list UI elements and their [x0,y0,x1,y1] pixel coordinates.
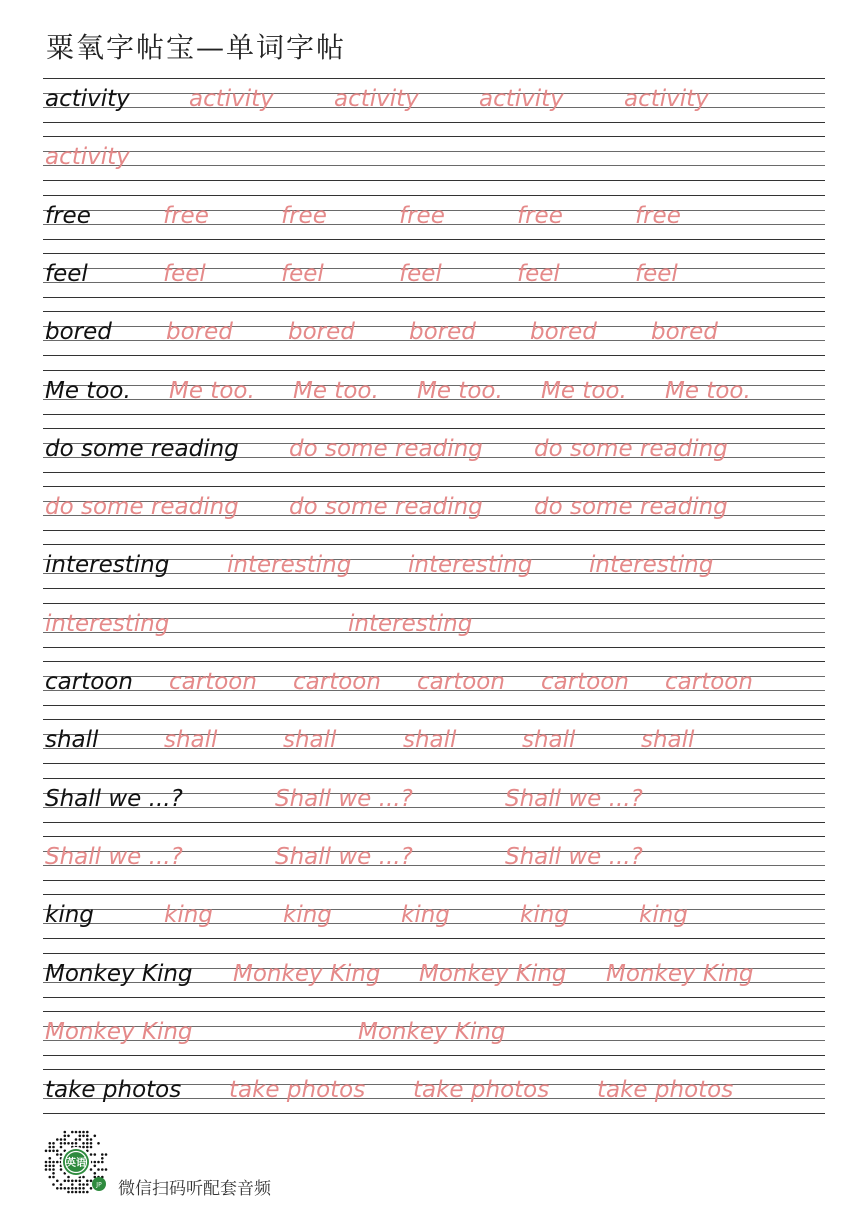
trace-word: Monkey King [606,961,754,987]
qr-dot [52,1142,55,1145]
qr-dot [45,1168,48,1171]
trace-word: cartoon [665,669,753,695]
ruled-line [43,778,825,779]
qr-dot [67,1176,70,1179]
qr-dot [52,1172,55,1175]
qr-dot [79,1131,82,1134]
qr-dot [71,1191,74,1194]
qr-dot [49,1142,52,1145]
qr-dot [97,1168,100,1171]
trace-word: interesting [348,611,473,637]
practice-row [43,195,825,253]
qr-dot [79,1187,82,1190]
trace-word: free [281,203,327,229]
qr-dot [82,1146,85,1149]
qr-dot [71,1187,74,1190]
ruled-line [43,647,825,648]
ruled-line [43,355,825,356]
qr-dot [64,1142,67,1145]
trace-word: activity [334,86,419,112]
qr-dot [67,1142,70,1145]
practice-row [43,136,825,194]
practice-row [43,311,825,369]
qr-dot [79,1138,82,1141]
trace-word: take photos [597,1077,734,1103]
qr-dot [56,1187,59,1190]
ruled-line [43,894,825,895]
qr-dot [49,1146,52,1149]
trace-word: king [401,902,450,928]
qr-dot [79,1135,82,1138]
qr-dot [90,1146,93,1149]
qr-dot [86,1131,89,1134]
qr-dot [45,1161,48,1164]
trace-word: Me too. [293,378,379,404]
qr-dot [49,1161,52,1164]
qr-dot [90,1138,93,1141]
ruled-line [43,705,825,706]
trace-word: Shall we ...? [275,844,413,870]
trace-word: take photos [413,1077,550,1103]
qr-dot [86,1146,89,1149]
qr-dot [52,1161,55,1164]
trace-word: interesting [227,552,352,578]
practice-row [43,1069,825,1127]
ruled-line [43,195,825,196]
qr-dot [82,1176,85,1179]
qr-dot [60,1142,63,1145]
qr-dot [52,1150,55,1153]
ruled-line [43,938,825,939]
qr-dot [67,1135,70,1138]
trace-word: bored [651,319,718,345]
trace-word: bored [166,319,233,345]
trace-word: do some reading [289,494,483,520]
trace-word: shall [283,727,337,753]
qr-code-icon[interactable] [42,1128,110,1196]
qr-dot [75,1138,78,1141]
qr-dot [82,1131,85,1134]
trace-word: shall [641,727,695,753]
qr-dot [94,1135,97,1138]
qr-dot [105,1153,108,1156]
ruled-line [43,239,825,240]
trace-word: feel [281,261,324,287]
qr-dot [52,1146,55,1149]
qr-dot [86,1183,89,1186]
trace-word: bored [530,319,597,345]
trace-word: do some reading [534,494,728,520]
trace-word: activity [479,86,564,112]
ruled-line [43,763,825,764]
qr-dot [86,1191,89,1194]
qr-dot [64,1138,67,1141]
qr-badge-text: 英语 [66,1158,86,1169]
practice-row [43,428,825,486]
qr-dot [56,1180,59,1183]
trace-word: free [399,203,445,229]
ruled-line [43,1113,825,1114]
trace-word: cartoon [169,669,257,695]
qr-dot [90,1168,93,1171]
trace-word: Me too. [541,378,627,404]
ruled-line [43,122,825,123]
qr-badge-dot-text: JP [96,1181,102,1189]
ruled-line [43,311,825,312]
qr-dot [90,1187,93,1190]
qr-dot [64,1180,67,1183]
trace-word: shall [522,727,576,753]
qr-dot [82,1187,85,1190]
qr-dot [94,1161,97,1164]
qr-dot [60,1168,63,1171]
qr-dot [60,1183,63,1186]
ruled-line [43,180,825,181]
model-word: feel [45,261,88,287]
qr-dot [71,1180,74,1183]
trace-word: cartoon [541,669,629,695]
qr-dot [79,1180,82,1183]
trace-word: Shall we ...? [275,786,413,812]
trace-word: take photos [229,1077,366,1103]
trace-word: activity [624,86,709,112]
trace-word: Me too. [169,378,255,404]
practice-row [43,78,825,136]
qr-dot [49,1150,52,1153]
trace-word: Shall we ...? [505,786,643,812]
qr-dot [60,1153,63,1156]
practice-row [43,661,825,719]
ruled-line [43,486,825,487]
qr-dot [60,1187,63,1190]
qr-dot [101,1153,104,1156]
qr-dot [52,1165,55,1168]
ruled-line [43,414,825,415]
qr-dot [67,1180,70,1183]
trace-word: shall [164,727,218,753]
qr-dot [105,1168,108,1171]
practice-row [43,603,825,661]
model-word: free [45,203,91,229]
practice-row [43,894,825,952]
trace-word: Monkey King [358,1019,506,1045]
ruled-line [43,544,825,545]
trace-word: cartoon [417,669,505,695]
ruled-line [43,603,825,604]
trace-word: interesting [45,611,170,637]
model-word: Me too. [45,378,131,404]
trace-word: feel [163,261,206,287]
trace-word: free [163,203,209,229]
trace-word: Monkey King [233,961,381,987]
trace-word: bored [409,319,476,345]
ruled-line [43,880,825,881]
qr-dot [86,1142,89,1145]
model-word: Shall we ...? [45,786,183,812]
qr-dot [86,1135,89,1138]
trace-word: king [164,902,213,928]
ruled-line [43,1055,825,1056]
ruled-line [43,253,825,254]
qr-dot [94,1165,97,1168]
trace-word: do some reading [289,436,483,462]
trace-word: free [517,203,563,229]
ruled-line [43,78,825,79]
qr-dot [60,1138,63,1141]
trace-word: Shall we ...? [45,844,183,870]
qr-dot [64,1135,67,1138]
qr-dot [90,1142,93,1145]
ruled-line [43,661,825,662]
qr-dot [49,1168,52,1171]
ruled-line [43,530,825,531]
qr-dot [97,1161,100,1164]
qr-dot [60,1146,63,1149]
trace-word: do some reading [45,494,239,520]
practice-row [43,486,825,544]
ruled-line [43,472,825,473]
qr-dot [75,1180,78,1183]
trace-word: activity [45,144,130,170]
trace-word: feel [517,261,560,287]
ruled-line [43,1069,825,1070]
qr-dot [90,1180,93,1183]
practice-row [43,778,825,836]
ruled-line [43,136,825,137]
model-word: do some reading [45,436,239,462]
trace-word: shall [403,727,457,753]
trace-word: king [639,902,688,928]
trace-word: feel [399,261,442,287]
qr-dot [75,1142,78,1145]
ruled-line [43,165,825,166]
qr-dot [52,1176,55,1179]
trace-word: free [635,203,681,229]
trace-word: Me too. [417,378,503,404]
qr-dot [67,1187,70,1190]
qr-dot [45,1150,48,1153]
qr-dot [94,1172,97,1175]
practice-row [43,253,825,311]
qr-dot [82,1183,85,1186]
qr-dot [75,1131,78,1134]
practice-row [43,544,825,602]
practice-row [43,1011,825,1069]
trace-word: king [520,902,569,928]
trace-word: interesting [589,552,714,578]
model-word: bored [45,319,112,345]
model-word: take photos [45,1077,182,1103]
model-word: Monkey King [45,961,193,987]
ruled-line [43,588,825,589]
model-word: interesting [45,552,170,578]
qr-dot [75,1191,78,1194]
qr-dot [56,1138,59,1141]
ruled-line [43,953,825,954]
trace-word: bored [288,319,355,345]
trace-word: activity [189,86,274,112]
qr-dot [79,1191,82,1194]
model-word: king [45,902,94,928]
qr-dot [49,1165,52,1168]
qr-dot [101,1157,104,1160]
ruled-line [43,1011,825,1012]
ruled-line [43,370,825,371]
trace-word: Monkey King [419,961,567,987]
qr-dot [71,1131,74,1134]
ruled-line [43,428,825,429]
qr-dot [94,1153,97,1156]
qr-dot [67,1191,70,1194]
practice-row [43,370,825,428]
qr-dot [71,1142,74,1145]
model-word: activity [45,86,130,112]
practice-row [43,836,825,894]
qr-dot [56,1161,59,1164]
qr-dot [75,1187,78,1190]
ruled-line [43,297,825,298]
qr-dot [64,1131,67,1134]
qr-dot [56,1153,59,1156]
page-title: 粟氧字帖宝—单词字帖 [46,31,347,64]
trace-word: Shall we ...? [505,844,643,870]
trace-word: interesting [408,552,533,578]
practice-row [43,953,825,1011]
qr-dot [45,1165,48,1168]
footer [42,1128,442,1198]
qr-dot [101,1161,104,1164]
trace-word: cartoon [293,669,381,695]
ruled-line [43,997,825,998]
qr-dot [86,1180,89,1183]
ruled-line [43,151,825,152]
qr-dot [56,1150,59,1153]
qr-dot [71,1183,74,1186]
qr-dot [79,1183,82,1186]
model-word: cartoon [45,669,133,695]
qr-dot [101,1168,104,1171]
trace-word: king [283,902,332,928]
practice-row [43,719,825,777]
qr-dot [82,1142,85,1145]
qr-caption: 微信扫码听配套音频 [118,1179,271,1199]
ruled-line [43,822,825,823]
qr-dot [64,1187,67,1190]
model-word: shall [45,727,99,753]
qr-dot [82,1135,85,1138]
qr-dot [49,1176,52,1179]
qr-dot [97,1142,100,1145]
qr-dot [49,1157,52,1160]
trace-word: do some reading [534,436,728,462]
trace-word: Monkey King [45,1019,193,1045]
qr-dot [90,1153,93,1156]
ruled-line [43,719,825,720]
qr-dot [82,1191,85,1194]
qr-dot [52,1168,55,1171]
qr-dot [86,1138,89,1141]
trace-word: feel [635,261,678,287]
qr-dot [52,1183,55,1186]
ruled-line [43,836,825,837]
trace-word: Me too. [665,378,751,404]
